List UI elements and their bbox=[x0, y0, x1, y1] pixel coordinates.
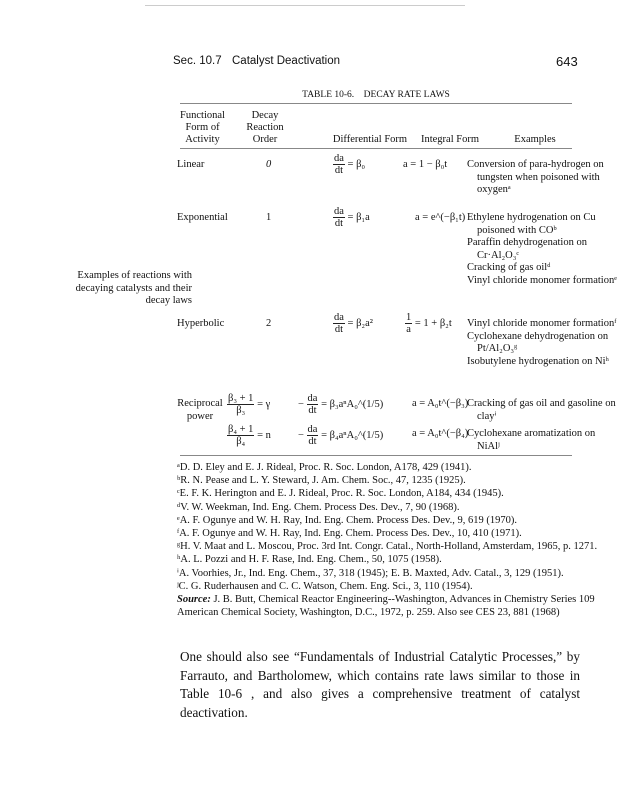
examples-exponential: Ethylene hydrogenation on Cu poisoned with COᵇ Paraffin dehydrogenation on Cr·Al₂O₃ᶜ Cracking of gas oilᵈ Vinyl chloride monomer formationᵉ bbox=[467, 212, 617, 286]
examples-linear: Conversion of para-hydrogen on tungsten when poisoned with oxygenᵃ bbox=[467, 159, 604, 195]
diff-linear: $\frac{da}{dt}$ = β₀ bbox=[334, 153, 366, 176]
examples-hyperbolic: Vinyl chloride monomer formationᶠ Cyclohexane dehydrogenation on Pt/Al₂O₃ᵍ Isobutylene hydrogenation on Niʰ bbox=[467, 318, 617, 367]
footnote-f: ᶠA. F. Ogunye and W. H. Ray, Ind. Eng. Chem. Process Des. Dev., 10, 410 (1971). bbox=[177, 528, 522, 540]
form-hyperbolic: Hyperbolic bbox=[177, 318, 225, 329]
footnotes bbox=[177, 461, 607, 619]
order-exponential: 1 bbox=[266, 212, 272, 223]
col-header-differential: Differential Form bbox=[332, 134, 408, 145]
footnote-h: ʰA. L. Pozzi and H. F. Rase, Ind. Eng. Chem., 50, 1075 (1958). bbox=[177, 554, 442, 566]
footnote-a: ᵃD. D. Eley and E. J. Rideal, Proc. R. Soc. London, A178, 429 (1941). bbox=[177, 462, 472, 473]
footnote-g: ᵍH. V. Maat and L. Moscou, Proc. 3rd Int. Congr. Catal., North-Holland, Amsterdam, 1965, p. 1271. bbox=[177, 541, 598, 553]
diff-reciprocal-2: − $\frac{da}{dt}$ = β₄aⁿA₀^(1/5) bbox=[298, 424, 384, 447]
col-header-form: Functional Form of Activity bbox=[180, 110, 225, 145]
footnote-b: ᵇR. N. Pease and L. Y. Steward, J. Am. Chem. Soc., 47, 1235 (1925). bbox=[177, 475, 466, 487]
order-reciprocal-1: $\frac{\text{β₃ + 1}}{\text{β₃}}$ = γ bbox=[228, 393, 271, 416]
col-header-order: Decay Reaction Order bbox=[246, 110, 284, 145]
table-title: TABLE 10-6. DECAY RATE LAWS bbox=[302, 90, 450, 100]
order-hyperbolic: 2 bbox=[266, 318, 272, 329]
integral-linear: a = 1 − β₀t bbox=[403, 159, 448, 170]
diff-reciprocal-1: − $\frac{da}{dt}$ = β₃aⁿA₀^(1/5) bbox=[298, 393, 384, 416]
order-linear: 0 bbox=[266, 159, 272, 170]
integral-reciprocal-1: a = A₀t^(−β₃) bbox=[412, 398, 469, 409]
form-reciprocal-power: Reciprocal power bbox=[177, 398, 223, 422]
footnote-d: ᵈV. W. Weekman, Ind. Eng. Chem. Process Des. Dev., 7, 90 (1968). bbox=[177, 501, 460, 513]
table-top-rule bbox=[180, 103, 572, 104]
order-reciprocal-2: $\frac{\text{β₄ + 1}}{\text{β₄}}$ = n bbox=[228, 424, 271, 447]
table-header-rule bbox=[180, 148, 572, 149]
footnote-i: ⁱA. Voorhies, Jr., Ind. Eng. Chem., 37, 318 (1945); E. B. Maxted, Adv. Catal., 3, 129 (1951). bbox=[177, 567, 564, 579]
form-linear: Linear bbox=[177, 159, 205, 170]
col-header-examples: Examples bbox=[514, 134, 556, 145]
footnote-j: ʲC. G. Ruderhausen and C. C. Watson, Chem. Eng. Sci., 3, 110 (1954). bbox=[177, 580, 473, 592]
margin-note: Examples of reactions with decaying catalysts and their decay laws bbox=[75, 270, 192, 306]
page-number: 643 bbox=[556, 54, 578, 69]
integral-hyperbolic: $\frac{1}{a}$ = 1 + β₂t bbox=[406, 312, 452, 335]
integral-exponential: a = e^(−β₁t) bbox=[415, 212, 466, 223]
source-note: Source: J. B. Butt, Chemical Reactor Engineering--Washington, Advances in Chemistry Series 109 American Chemical Society, Washington, D.C., 1972, p. 259. Also see CES 23, 881 (1968) bbox=[177, 594, 595, 619]
body-paragraph: One should also see “Fundamentals of Industrial Catalytic Processes,” by Farrauto, and Bartholomew, which contains rate laws similar to those in Table 10-6 , and also gives a comprehensive treatment of catalyst deactivation. bbox=[180, 649, 580, 720]
section-number: Sec. 10.7 bbox=[173, 55, 222, 67]
col-header-integral: Integral Form bbox=[420, 134, 480, 145]
examples-reciprocal-2: Cyclohexane aromatization on NiAlʲ bbox=[467, 428, 596, 452]
diff-exponential: $\frac{da}{dt}$ = β₁a bbox=[334, 206, 370, 229]
examples-reciprocal-1: Cracking of gas oil and gasoline on clayⁱ bbox=[467, 398, 616, 422]
footnote-e: ᵉA. F. Ogunye and W. H. Ray, Ind. Eng. Chem. Process Des. Dev., 9, 619 (1970). bbox=[177, 514, 517, 526]
integral-reciprocal-2: a = A₀t^(−β₄) bbox=[412, 428, 469, 439]
diff-hyperbolic: $\frac{da}{dt}$ = β₂a² bbox=[334, 312, 373, 335]
scan-edge-line bbox=[145, 5, 465, 6]
chapter-title: Catalyst Deactivation bbox=[232, 55, 341, 67]
footnote-c: ᶜE. F. K. Herington and E. J. Rideal, Proc. R. Soc. London, A184, 434 (1945). bbox=[177, 488, 504, 500]
table-bottom-rule bbox=[180, 455, 572, 456]
form-exponential: Exponential bbox=[177, 212, 228, 223]
